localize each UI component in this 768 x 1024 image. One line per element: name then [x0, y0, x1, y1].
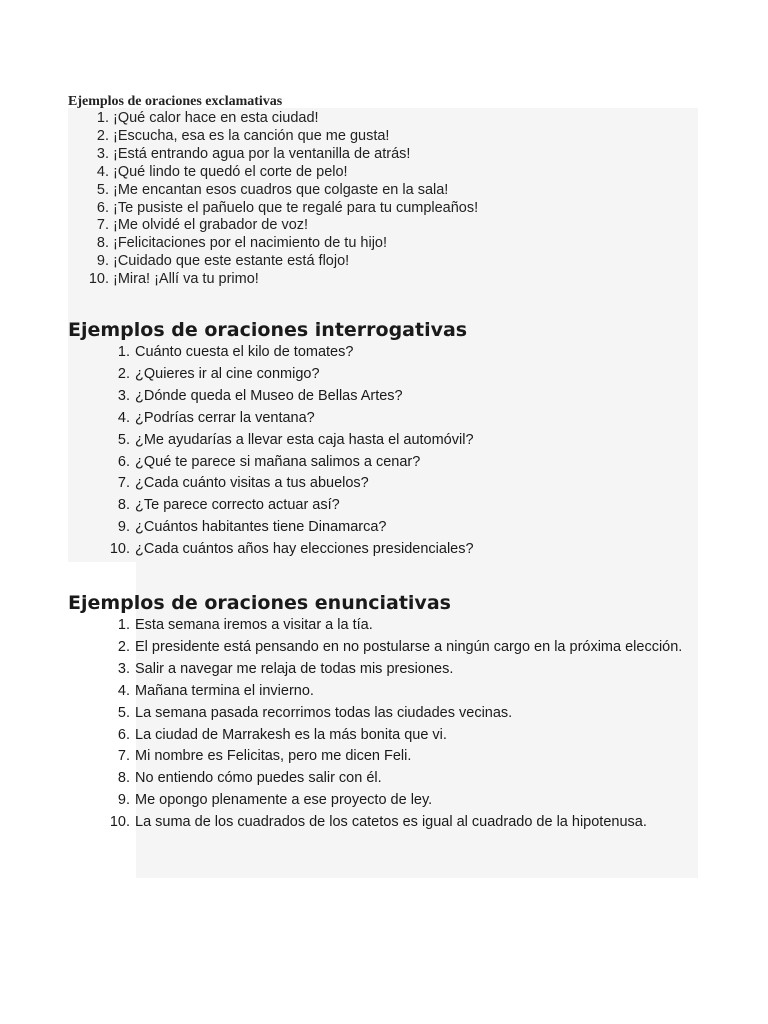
item-number: 8. [96, 235, 109, 252]
list-item [68, 200, 478, 218]
list-item [68, 637, 698, 659]
list-item [68, 128, 478, 146]
item-number: 10. [109, 814, 130, 831]
item-text: ¡Cuidado que este estante está flojo! [113, 253, 350, 270]
list-item [68, 473, 474, 495]
item-text: ¿Quieres ir al cine conmigo? [135, 365, 320, 382]
item-number: 10. [109, 541, 130, 558]
item-number: 3. [117, 660, 130, 677]
item-number: 9. [117, 519, 130, 536]
item-text: Salir a navegar me relaja de todas mis presiones. [135, 660, 454, 677]
list-item [68, 703, 698, 725]
section-enunciativas [68, 591, 698, 834]
item-number: 5. [117, 704, 130, 721]
item-text: ¿Te parece correcto actuar así? [135, 497, 340, 514]
section-interrogativas [68, 318, 474, 561]
list-item [68, 408, 474, 430]
item-text: ¡Te pusiste el pañuelo que te regalé para tu cumpleaños! [113, 199, 479, 216]
item-number: 5. [96, 181, 109, 198]
list-item [68, 386, 474, 408]
list-item [68, 235, 478, 253]
item-number: 5. [117, 431, 130, 448]
item-text: ¿Podrías cerrar la ventana? [135, 409, 315, 426]
item-number: 10. [88, 271, 109, 288]
section-exclamativas [68, 94, 478, 289]
item-number: 8. [117, 497, 130, 514]
list-item [68, 253, 478, 271]
item-text: La ciudad de Marrakesh es la más bonita que vi. [135, 726, 447, 743]
item-text: ¡Está entrando agua por la ventanilla de atrás! [113, 145, 411, 162]
section-title-interrogativas: Ejemplos de oraciones interrogativas [68, 319, 468, 341]
list-item [68, 681, 698, 703]
item-number: 4. [117, 409, 130, 426]
item-number: 6. [117, 726, 130, 743]
item-number: 1. [96, 110, 109, 126]
item-number: 8. [117, 770, 130, 787]
item-number: 4. [96, 163, 109, 180]
list-item [68, 517, 474, 539]
item-number: 3. [96, 145, 109, 162]
list-item [68, 146, 478, 164]
list-item [68, 615, 698, 637]
item-text: Me opongo plenamente a ese proyecto de ley. [135, 792, 433, 809]
item-text: ¿Cada cuánto visitas a tus abuelos? [135, 475, 369, 492]
item-text: La semana pasada recorrimos todas las ciudades vecinas. [135, 704, 513, 721]
list-item [68, 182, 478, 200]
item-text: Mi nombre es Felicitas, pero me dicen Feli. [135, 748, 412, 765]
item-text: El presidente está pensando en no postularse a ningún cargo en la próxima elección. [135, 638, 683, 655]
list-item [68, 452, 474, 474]
item-text: ¡Qué lindo te quedó el corte de pelo! [113, 163, 348, 180]
list-item [68, 659, 698, 681]
item-number: 2. [96, 127, 109, 144]
list-item [68, 110, 478, 128]
item-text: No entiendo cómo puedes salir con él. [135, 770, 382, 787]
item-text: ¡Escucha, esa es la canción que me gusta! [113, 127, 390, 144]
item-number: 9. [96, 253, 109, 270]
item-text: Mañana termina el invierno. [135, 682, 314, 699]
item-number: 9. [117, 792, 130, 809]
list-item [68, 790, 698, 812]
item-text: ¿Me ayudarías a llevar esta caja hasta el automóvil? [135, 431, 474, 448]
list-item [68, 342, 474, 364]
list-item [68, 271, 478, 289]
list-item [68, 768, 698, 790]
item-text: ¡Mira! ¡Allí va tu primo! [113, 271, 259, 288]
list-item [68, 364, 474, 386]
item-number: 7. [96, 217, 109, 234]
list-item [68, 725, 698, 747]
item-text: ¡Felicitaciones por el nacimiento de tu hijo! [113, 235, 388, 252]
item-text: Esta semana iremos a visitar a la tía. [135, 617, 373, 633]
item-number: 2. [117, 365, 130, 382]
list-item [68, 217, 478, 235]
item-number: 6. [96, 199, 109, 216]
item-text: La suma de los cuadrados de los catetos es igual al cuadrado de la hipotenusa. [135, 814, 647, 831]
item-number: 6. [117, 453, 130, 470]
item-text: Cuánto cuesta el kilo de tomates? [135, 344, 354, 360]
section-title-enunciativas: Ejemplos de oraciones enunciativas [68, 592, 451, 614]
list-exclamativas [68, 110, 478, 289]
item-number: 4. [117, 682, 130, 699]
list-enunciativas [68, 615, 698, 834]
item-text: ¡Me olvidé el grabador de voz! [113, 217, 309, 234]
item-number: 3. [117, 387, 130, 404]
item-number: 2. [117, 638, 130, 655]
list-item [68, 495, 474, 517]
item-number: 1. [117, 344, 130, 360]
item-text: ¿Cuántos habitantes tiene Dinamarca? [135, 519, 387, 536]
item-text: ¿Qué te parece si mañana salimos a cenar? [135, 453, 421, 470]
item-text: ¿Dónde queda el Museo de Bellas Artes? [135, 387, 403, 404]
list-item [68, 812, 698, 834]
list-item [68, 539, 474, 561]
list-item [68, 164, 478, 182]
list-interrogativas [68, 342, 474, 561]
item-number: 7. [117, 475, 130, 492]
item-number: 7. [117, 748, 130, 765]
item-text: ¿Cada cuántos años hay elecciones presidenciales? [135, 541, 474, 558]
item-number: 1. [117, 617, 130, 633]
item-text: ¡Qué calor hace en esta ciudad! [113, 110, 319, 126]
list-item [68, 746, 698, 768]
section-title-exclamativas: Ejemplos de oraciones exclamativas [68, 94, 283, 109]
item-text: ¡Me encantan esos cuadros que colgaste en la sala! [113, 181, 449, 198]
list-item [68, 430, 474, 452]
